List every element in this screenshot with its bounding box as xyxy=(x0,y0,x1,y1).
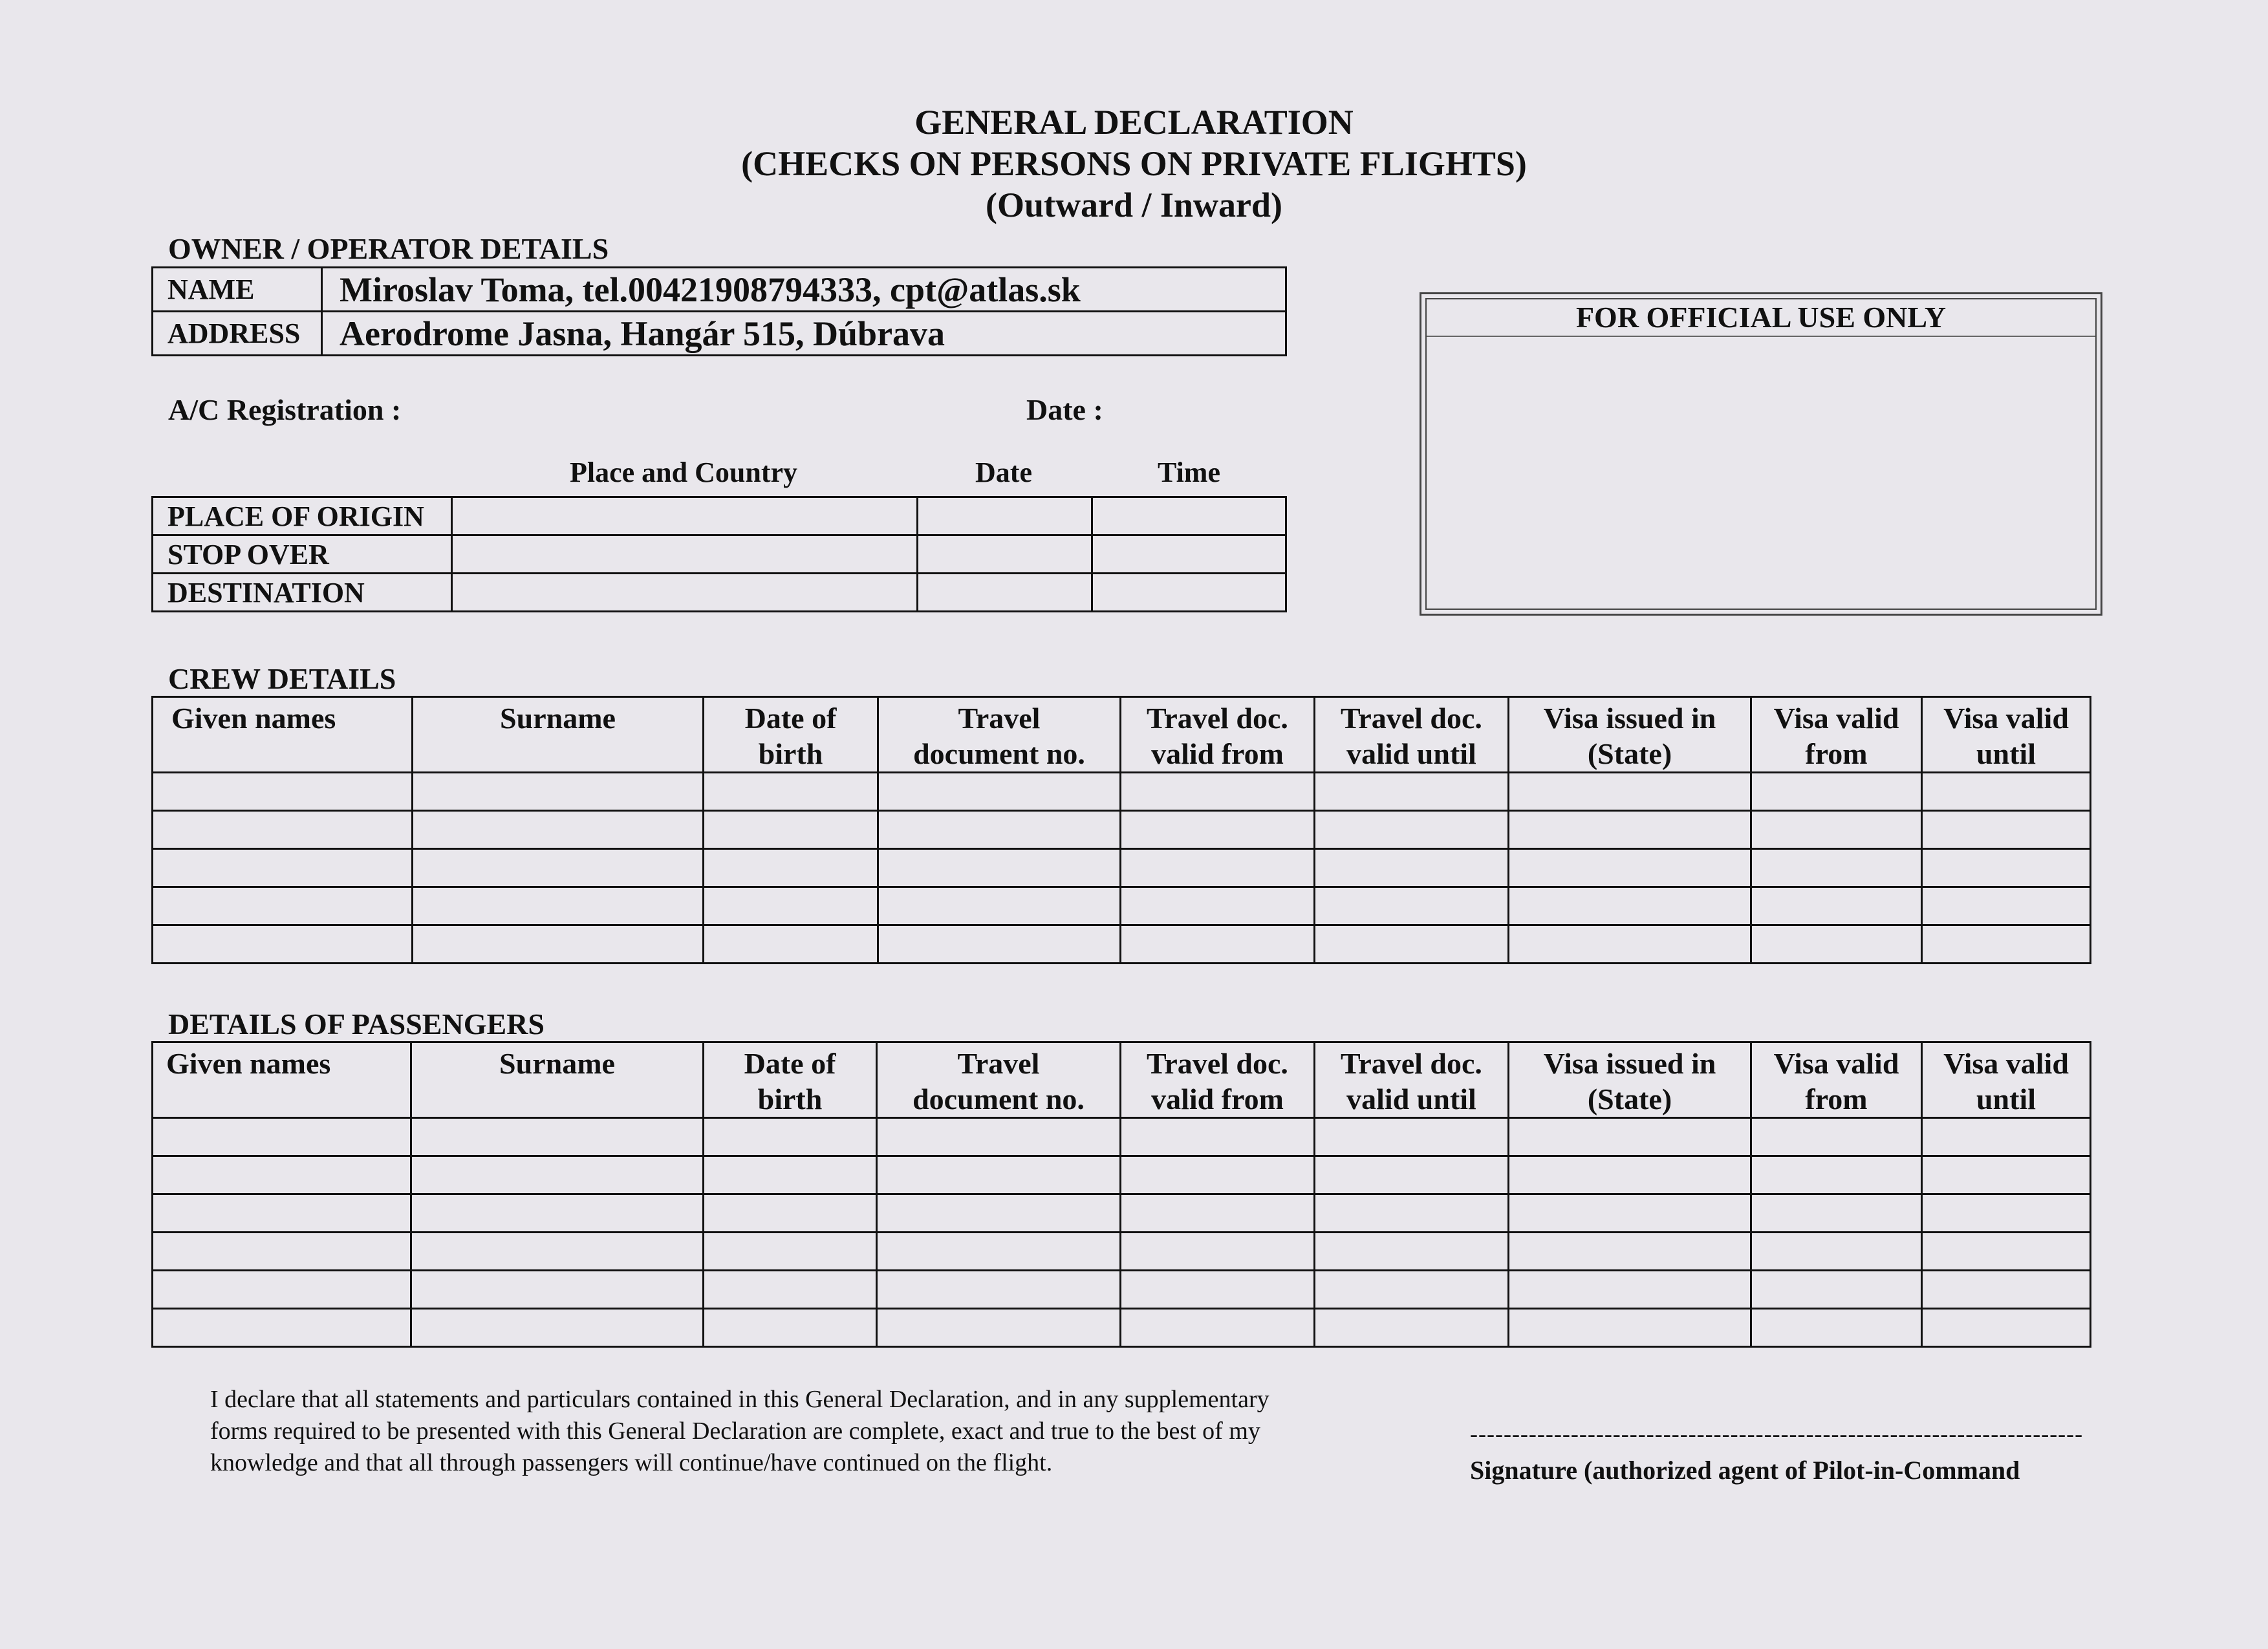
passenger-cell[interactable] xyxy=(1509,1194,1751,1233)
route-label-origin: PLACE OF ORIGIN xyxy=(153,497,452,535)
crew-col-surname: Surname xyxy=(413,697,704,773)
pax-col-given-names: Given names xyxy=(153,1042,411,1118)
passenger-row xyxy=(153,1271,2091,1309)
flight-date-field[interactable] xyxy=(1119,388,1287,427)
passenger-cell[interactable] xyxy=(704,1309,877,1347)
crew-cell[interactable] xyxy=(413,811,704,849)
passenger-cell[interactable] xyxy=(1751,1271,1922,1309)
ac-registration-label: A/C Registration : xyxy=(168,393,402,426)
crew-col-visa-until: Visa valid until xyxy=(1922,697,2091,773)
crew-cell[interactable] xyxy=(1751,811,1922,849)
crew-col-visa-state: Visa issued in (State) xyxy=(1509,697,1751,773)
owner-name-row xyxy=(153,268,1286,312)
pax-col-doc-from: Travel doc. valid from xyxy=(1121,1042,1315,1118)
origin-date-field[interactable] xyxy=(918,497,1092,535)
passenger-row xyxy=(153,1194,2091,1233)
passenger-cell[interactable] xyxy=(1121,1233,1315,1271)
destination-date-field[interactable] xyxy=(918,574,1092,612)
passenger-cell[interactable] xyxy=(1315,1118,1509,1156)
passenger-cell[interactable] xyxy=(411,1156,704,1194)
crew-table xyxy=(151,696,2091,964)
col-date: Date xyxy=(975,457,1032,488)
pax-col-dob: Date of birth xyxy=(704,1042,877,1118)
crew-cell[interactable] xyxy=(704,887,878,925)
passenger-cell[interactable] xyxy=(1509,1271,1751,1309)
passenger-cell[interactable] xyxy=(1509,1118,1751,1156)
crew-cell[interactable] xyxy=(704,773,878,811)
crew-row xyxy=(153,773,2091,811)
pax-col-doc-until: Travel doc. valid until xyxy=(1315,1042,1509,1118)
declaration-line: forms required to be presented with this General Declaration are complete, exact and true to the best of my xyxy=(210,1417,1260,1445)
pax-col-surname: Surname xyxy=(411,1042,704,1118)
stopover-date-field[interactable] xyxy=(918,535,1092,574)
crew-cell[interactable] xyxy=(1751,925,1922,964)
declaration-text xyxy=(210,1384,1439,1479)
passenger-cell[interactable] xyxy=(411,1271,704,1309)
crew-cell[interactable] xyxy=(878,887,1121,925)
passenger-cell[interactable] xyxy=(411,1194,704,1233)
passenger-cell[interactable] xyxy=(1315,1233,1509,1271)
pax-col-doc-no: Travel document no. xyxy=(877,1042,1121,1118)
crew-col-doc-until: Travel doc. valid until xyxy=(1315,697,1509,773)
official-use-box xyxy=(1420,292,2102,616)
passengers-table xyxy=(151,1041,2091,1348)
passenger-cell[interactable] xyxy=(153,1194,411,1233)
passenger-cell[interactable] xyxy=(153,1233,411,1271)
crew-cell[interactable] xyxy=(1315,849,1509,887)
passenger-row xyxy=(153,1156,2091,1194)
crew-cell[interactable] xyxy=(1315,811,1509,849)
passenger-cell[interactable] xyxy=(704,1156,877,1194)
passenger-cell[interactable] xyxy=(411,1309,704,1347)
origin-place-field[interactable] xyxy=(452,497,918,535)
route-row-origin xyxy=(153,497,1286,535)
crew-cell[interactable] xyxy=(1922,925,2091,964)
declaration-line: knowledge and that all through passengers will continue/have continued on the flight. xyxy=(210,1449,1053,1476)
destination-place-field[interactable] xyxy=(452,574,918,612)
declaration-line: I declare that all statements and particulars contained in this General Declaration, and in any supplementary xyxy=(210,1386,1269,1413)
crew-cell[interactable] xyxy=(153,811,413,849)
passenger-cell[interactable] xyxy=(1509,1309,1751,1347)
passenger-cell[interactable] xyxy=(1922,1194,2091,1233)
crew-cell[interactable] xyxy=(704,849,878,887)
pax-col-visa-from: Visa valid from xyxy=(1751,1042,1922,1118)
owner-name-label: NAME xyxy=(153,268,322,312)
passenger-cell[interactable] xyxy=(1315,1271,1509,1309)
crew-cell[interactable] xyxy=(878,773,1121,811)
crew-cell[interactable] xyxy=(1121,773,1315,811)
passenger-cell[interactable] xyxy=(704,1118,877,1156)
page-subtitle: (CHECKS ON PERSONS ON PRIVATE FLIGHTS) xyxy=(741,144,1527,183)
crew-cell[interactable] xyxy=(153,849,413,887)
passenger-cell[interactable] xyxy=(877,1233,1121,1271)
owner-address-field[interactable]: Aerodrome Jasna, Hangár 515, Dúbrava xyxy=(322,312,1286,356)
owner-section-label: OWNER / OPERATOR DETAILS xyxy=(168,232,609,265)
signature-line[interactable]: ------------------------------------------------------------------------- xyxy=(1470,1421,2084,1447)
crew-cell[interactable] xyxy=(413,849,704,887)
crew-cell[interactable] xyxy=(413,925,704,964)
passenger-cell[interactable] xyxy=(877,1309,1121,1347)
ac-registration-field[interactable] xyxy=(427,388,1009,427)
crew-cell[interactable] xyxy=(1315,773,1509,811)
page-direction: (Outward / Inward) xyxy=(985,186,1283,224)
crew-cell[interactable] xyxy=(153,887,413,925)
crew-cell[interactable] xyxy=(1121,925,1315,964)
crew-col-given-names: Given names xyxy=(153,697,413,773)
stopover-time-field[interactable] xyxy=(1092,535,1286,574)
passenger-cell[interactable] xyxy=(704,1233,877,1271)
crew-cell[interactable] xyxy=(1315,925,1509,964)
crew-row xyxy=(153,849,2091,887)
owner-address-row xyxy=(153,312,1286,356)
passenger-cell[interactable] xyxy=(1121,1194,1315,1233)
crew-cell[interactable] xyxy=(1509,811,1751,849)
passenger-cell[interactable] xyxy=(1922,1309,2091,1347)
crew-cell[interactable] xyxy=(1751,849,1922,887)
passenger-cell[interactable] xyxy=(1315,1156,1509,1194)
passenger-row xyxy=(153,1309,2091,1347)
passenger-cell[interactable] xyxy=(877,1156,1121,1194)
col-time: Time xyxy=(1158,457,1220,488)
route-row-stopover xyxy=(153,535,1286,574)
crew-cell[interactable] xyxy=(1315,887,1509,925)
crew-col-doc-no: Travel document no. xyxy=(878,697,1121,773)
crew-col-doc-from: Travel doc. valid from xyxy=(1121,697,1315,773)
signature-label: Signature (authorized agent of Pilot-in-Command xyxy=(1470,1456,2020,1485)
crew-row xyxy=(153,925,2091,964)
passenger-row xyxy=(153,1118,2091,1156)
passenger-cell[interactable] xyxy=(1121,1271,1315,1309)
passenger-cell[interactable] xyxy=(153,1118,411,1156)
route-label-destination: DESTINATION xyxy=(153,574,452,612)
pax-col-visa-until: Visa valid until xyxy=(1922,1042,2091,1118)
passenger-cell[interactable] xyxy=(877,1194,1121,1233)
passenger-cell[interactable] xyxy=(1751,1156,1922,1194)
crew-cell[interactable] xyxy=(1121,811,1315,849)
crew-cell[interactable] xyxy=(413,887,704,925)
route-label-stopover: STOP OVER xyxy=(153,535,452,574)
passenger-cell[interactable] xyxy=(1121,1309,1315,1347)
passenger-cell[interactable] xyxy=(1922,1118,2091,1156)
passenger-cell[interactable] xyxy=(1922,1271,2091,1309)
route-table xyxy=(151,496,1287,612)
page-title: GENERAL DECLARATION xyxy=(914,103,1354,142)
pax-col-visa-state: Visa issued in (State) xyxy=(1509,1042,1751,1118)
passenger-cell[interactable] xyxy=(1315,1194,1509,1233)
passenger-cell[interactable] xyxy=(704,1271,877,1309)
passenger-cell[interactable] xyxy=(1751,1118,1922,1156)
crew-cell[interactable] xyxy=(1922,887,2091,925)
origin-time-field[interactable] xyxy=(1092,497,1286,535)
passenger-cell[interactable] xyxy=(153,1156,411,1194)
crew-cell[interactable] xyxy=(878,811,1121,849)
passengers-section-label: DETAILS OF PASSENGERS xyxy=(168,1008,545,1040)
passenger-cell[interactable] xyxy=(1509,1156,1751,1194)
crew-cell[interactable] xyxy=(878,849,1121,887)
crew-cell[interactable] xyxy=(1509,849,1751,887)
passenger-cell[interactable] xyxy=(1121,1118,1315,1156)
passenger-cell[interactable] xyxy=(153,1309,411,1347)
crew-col-dob: Date of birth xyxy=(704,697,878,773)
crew-header-row xyxy=(153,697,2091,773)
crew-cell[interactable] xyxy=(1922,849,2091,887)
official-use-label: FOR OFFICIAL USE ONLY xyxy=(1427,299,2095,337)
crew-cell[interactable] xyxy=(1922,773,2091,811)
owner-table xyxy=(151,266,1287,356)
crew-cell[interactable] xyxy=(704,925,878,964)
crew-cell[interactable] xyxy=(878,925,1121,964)
crew-cell[interactable] xyxy=(1922,811,2091,849)
crew-row xyxy=(153,887,2091,925)
crew-cell[interactable] xyxy=(704,811,878,849)
stopover-place-field[interactable] xyxy=(452,535,918,574)
passenger-cell[interactable] xyxy=(1509,1233,1751,1271)
col-place-country: Place and Country xyxy=(570,457,797,488)
crew-cell[interactable] xyxy=(153,925,413,964)
passenger-cell[interactable] xyxy=(1751,1194,1922,1233)
passenger-cell[interactable] xyxy=(877,1118,1121,1156)
crew-cell[interactable] xyxy=(1509,773,1751,811)
route-row-destination xyxy=(153,574,1286,612)
crew-col-visa-from: Visa valid from xyxy=(1751,697,1922,773)
passenger-cell[interactable] xyxy=(1922,1233,2091,1271)
passenger-cell[interactable] xyxy=(1922,1156,2091,1194)
passenger-cell[interactable] xyxy=(1751,1233,1922,1271)
crew-cell[interactable] xyxy=(153,773,413,811)
passengers-header-row xyxy=(153,1042,2091,1118)
passenger-row xyxy=(153,1233,2091,1271)
flight-date-label: Date : xyxy=(1026,393,1103,426)
passenger-cell[interactable] xyxy=(153,1271,411,1309)
passenger-cell[interactable] xyxy=(1751,1309,1922,1347)
crew-section-label: CREW DETAILS xyxy=(168,662,396,695)
passenger-cell[interactable] xyxy=(411,1233,704,1271)
destination-time-field[interactable] xyxy=(1092,574,1286,612)
passenger-cell[interactable] xyxy=(411,1118,704,1156)
passenger-cell[interactable] xyxy=(1121,1156,1315,1194)
passenger-cell[interactable] xyxy=(704,1194,877,1233)
crew-cell[interactable] xyxy=(1121,887,1315,925)
crew-cell[interactable] xyxy=(1751,773,1922,811)
crew-row xyxy=(153,811,2091,849)
passenger-cell[interactable] xyxy=(1315,1309,1509,1347)
crew-cell[interactable] xyxy=(413,773,704,811)
crew-cell[interactable] xyxy=(1121,849,1315,887)
passenger-cell[interactable] xyxy=(877,1271,1121,1309)
crew-cell[interactable] xyxy=(1509,925,1751,964)
owner-name-field[interactable]: Miroslav Toma, tel.00421908794333, cpt@atlas.sk xyxy=(322,268,1286,312)
crew-cell[interactable] xyxy=(1509,887,1751,925)
crew-cell[interactable] xyxy=(1751,887,1922,925)
owner-address-label: ADDRESS xyxy=(153,312,322,356)
